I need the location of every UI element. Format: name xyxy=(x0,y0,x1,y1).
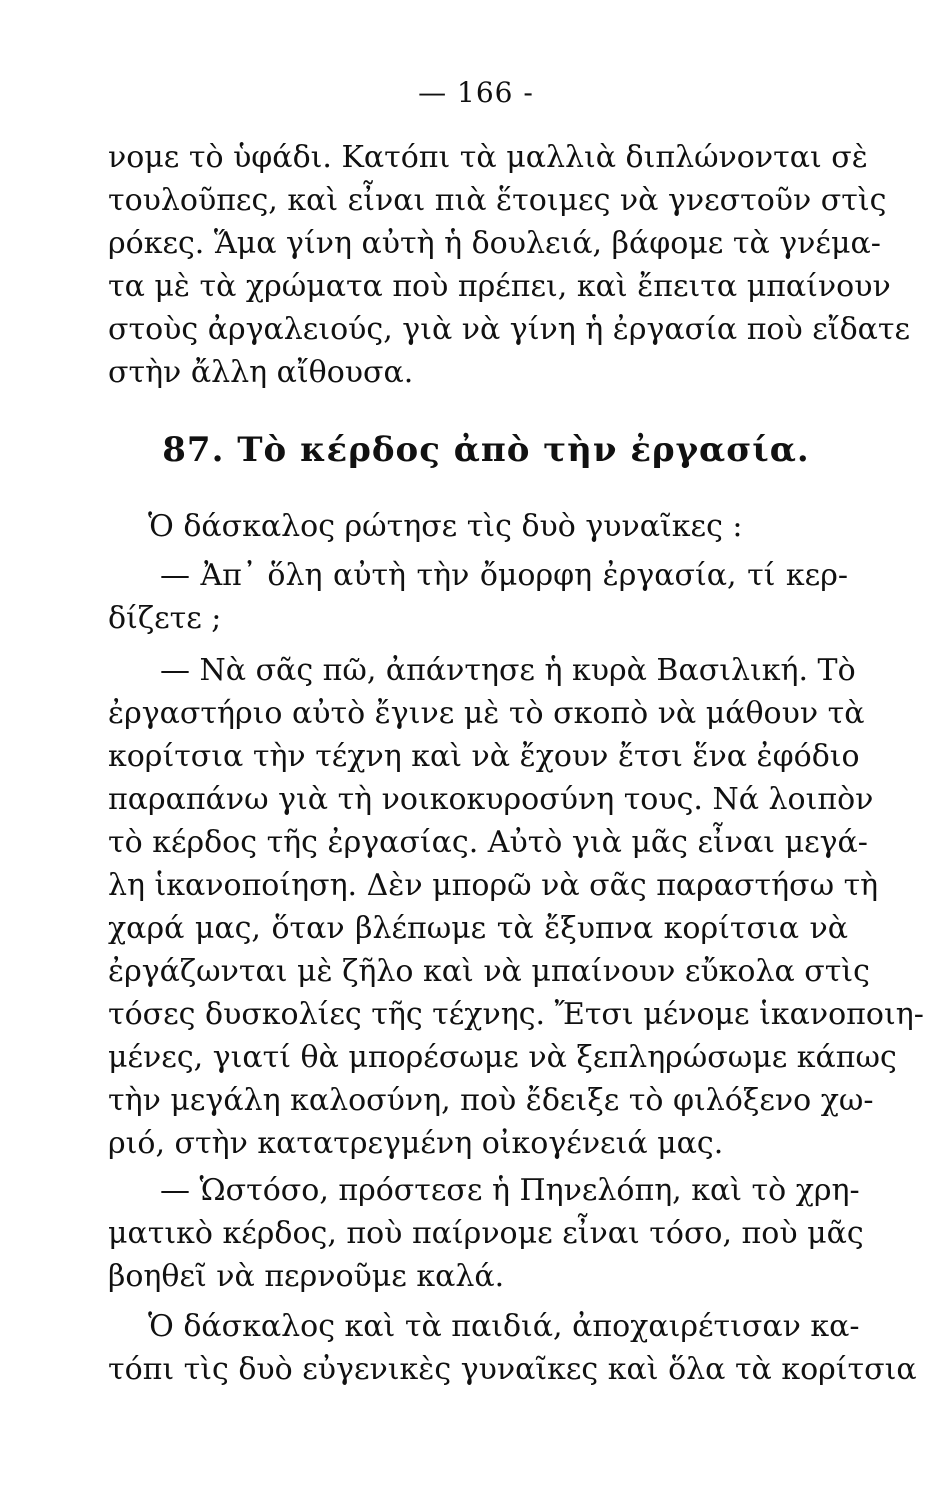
text-line: — Ὡστόσο, πρόστεσε ἡ Πηνελόπη, καὶ τὸ χρη- xyxy=(160,1173,860,1208)
text-line: τόπι τὶς δυὸ εὐγενικὲς γυναῖκες καὶ ὅλα τὰ κορίτσια xyxy=(108,1352,917,1387)
section-heading: 87. Τὸ κέρδος ἀπὸ τὴν ἐργασία. xyxy=(162,430,810,470)
page-number: — 166 - xyxy=(418,76,534,109)
text-line: παραπάνω γιὰ τὴ νοικοκυροσύνη τους. Νά λοιπὸν xyxy=(108,782,874,817)
text-line: βοηθεῖ νὰ περνοῦμε καλά. xyxy=(108,1259,505,1294)
text-line: κορίτσια τὴν τέχνη καὶ νὰ ἔχουν ἔτσι ἕνα ἐφόδιο xyxy=(108,739,860,774)
text-line: ματικὸ κέρδος, ποὺ παίρνομε εἶναι τόσο, ποὺ μᾶς xyxy=(108,1216,864,1251)
text-line: — Νὰ σᾶς πῶ, ἀπάντησε ἡ κυρὰ Βασιλική. Τὸ xyxy=(160,653,856,688)
text-line: ἐργαστήριο αὐτὸ ἔγινε μὲ τὸ σκοπὸ νὰ μάθουν τὰ xyxy=(108,696,865,731)
text-line: ἐργάζωνται μὲ ζῆλο καὶ νὰ μπαίνουν εὔκολα στὶς xyxy=(108,954,870,989)
text-line: ριό, στὴν κατατρεγμένη οἰκογένειά μας. xyxy=(108,1126,724,1161)
text-line: τα μὲ τὰ χρώματα ποὺ πρέπει, καὶ ἔπειτα μπαίνουν xyxy=(108,269,891,304)
text-line: χαρά μας, ὅταν βλέπωμε τὰ ἔξυπνα κορίτσια νὰ xyxy=(108,911,848,946)
text-line: μένες, γιατί θὰ μπορέσωμε νὰ ξεπληρώσωμε κάπως xyxy=(108,1040,897,1075)
text-line: τουλοῦπες, καὶ εἶναι πιὰ ἕτοιμες νὰ γνεστοῦν στὶς xyxy=(108,183,887,218)
text-line: — Ἀπ᾽ ὅλη αὐτὴ τὴν ὄμορφη ἐργασία, τί κερ- xyxy=(160,558,848,593)
text-line: Ὁ δάσκαλος ρώτησε τὶς δυὸ γυναῖκες : xyxy=(148,509,743,544)
text-line: στοὺς ἀργαλειούς, γιὰ νὰ γίνη ἡ ἐργασία ποὺ εἴδατε xyxy=(108,312,911,347)
text-line: τόσες δυσκολίες τῆς τέχνης. Ἔτσι μένομε ἱκανοποιη- xyxy=(108,997,924,1032)
text-line: τὴν μεγάλη καλοσύνη, ποὺ ἔδειξε τὸ φιλόξενο χω- xyxy=(108,1083,874,1118)
text-line: τὸ κέρδος τῆς ἐργασίας. Αὐτὸ γιὰ μᾶς εἶναι μεγά- xyxy=(108,825,868,860)
text-line: νομε τὸ ὑφάδι. Κατόπι τὰ μαλλιὰ διπλώνονται σὲ xyxy=(108,140,868,175)
text-line: δίζετε ; xyxy=(108,601,222,636)
text-line: Ὁ δάσκαλος καὶ τὰ παιδιά, ἀποχαιρέτισαν κα- xyxy=(148,1309,860,1344)
text-line: ρόκες. Ἅμα γίνη αὐτὴ ἡ δουλειά, βάφομε τὰ γνέμα- xyxy=(108,226,881,261)
text-line: λη ἱκανοποίηση. Δὲν μπορῶ νὰ σᾶς παραστήσω τὴ xyxy=(108,868,879,903)
text-line: στὴν ἄλλη αἴθουσα. xyxy=(108,355,414,390)
